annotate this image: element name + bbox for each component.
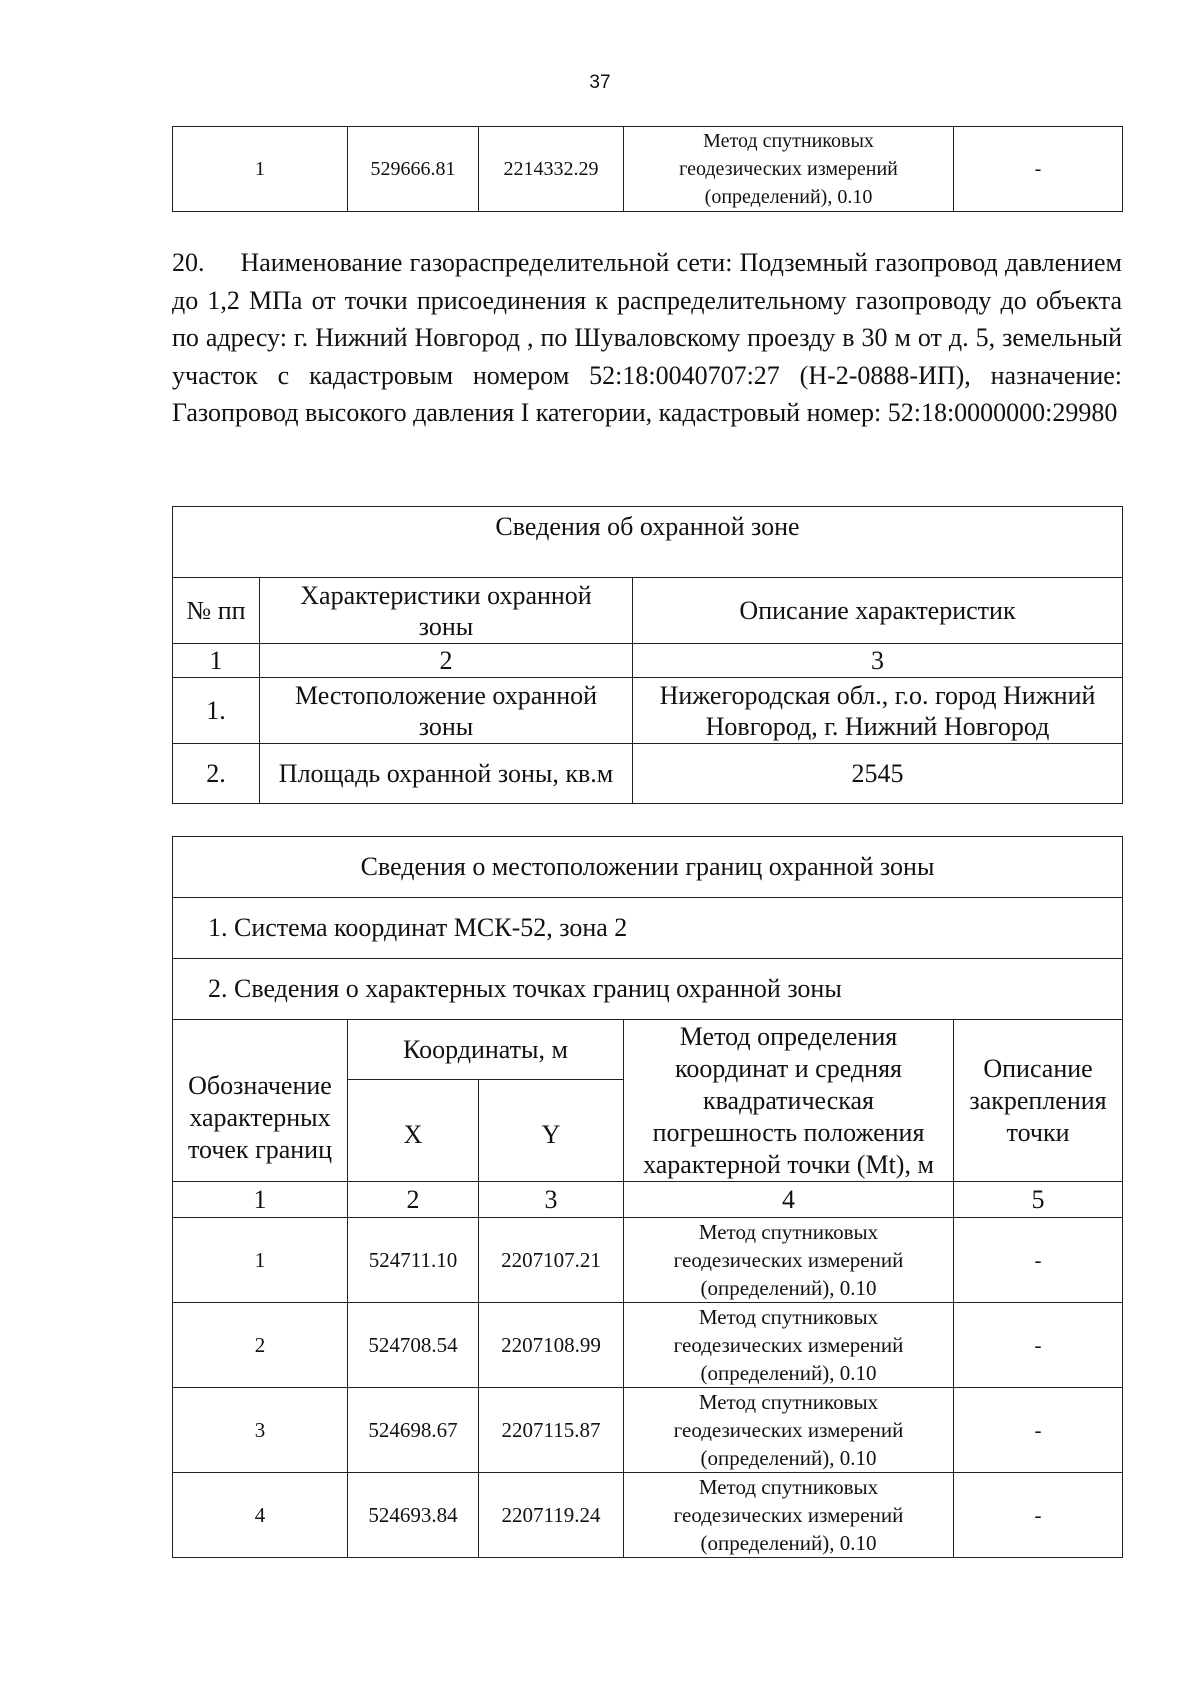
protection-zone-info-table: [172, 506, 1123, 804]
coordinates-continuation-table: [172, 126, 1123, 212]
coord-y: 2207119.24: [479, 1473, 624, 1558]
method-cell: Метод спутниковых геодезических измерений (определений), 0.10: [624, 1218, 954, 1303]
coord-y: 2207115.87: [479, 1388, 624, 1473]
table-title: Сведения о местоположении границ охранной зоны: [173, 837, 1123, 898]
row-description: 2545: [633, 744, 1123, 804]
fix-description: -: [954, 1218, 1123, 1303]
header-num: № пп: [173, 578, 260, 644]
table-row: [173, 1473, 1123, 1558]
table-row: [173, 744, 1123, 804]
method-cell: Метод спутниковых геодезических измерений (определений), 0.10: [624, 1388, 954, 1473]
table-header-row: [173, 578, 1123, 644]
row-description: Нижегородская обл., г.о. город Нижний Новгород, г. Нижний Новгород: [633, 678, 1123, 744]
column-numbers-row: 1 2 3: [173, 644, 1123, 678]
header-description: Описание характеристик: [633, 578, 1123, 644]
points-title: 2. Сведения о характерных точках границ охранной зоны: [173, 959, 1123, 1020]
header-coordinates: Координаты, м: [348, 1020, 624, 1080]
table-row: [173, 1388, 1123, 1473]
method-cell: Метод спутниковых геодезических измерений (определений), 0.10: [624, 1473, 954, 1558]
coordinate-system: 1. Система координат МСК-52, зона 2: [173, 898, 1123, 959]
row-characteristic: Местоположение охранной зоны: [260, 678, 633, 744]
coord-x: 529666.81: [348, 127, 479, 212]
header-fix: Описание закрепления точки: [954, 1020, 1123, 1182]
coord-y: 2214332.29: [479, 127, 624, 212]
point-designation: 3: [173, 1388, 348, 1473]
method-cell: Метод спутниковых геодезических измерений (определений), 0.10: [624, 1303, 954, 1388]
coord-y: 2207108.99: [479, 1303, 624, 1388]
fix-description: -: [954, 1303, 1123, 1388]
column-numbers-row: 1 2 3 4 5: [173, 1182, 1123, 1218]
table-row: [173, 678, 1123, 744]
header-x: X: [348, 1080, 479, 1182]
header-characteristics: Характеристики охранной зоны: [260, 578, 633, 644]
header-method: Метод определения координат и средняя квадратическая погрешность положения характерной точки (Mt), м: [624, 1020, 954, 1182]
zone-boundaries-table: [172, 836, 1123, 1558]
network-description-paragraph: 20. Наименование газораспределительной сети: Подземный газопровод давлением до 1,2 МПа от точки присоединения к распределительному газопроводу до объекта по адресу: г. Нижний Новгород , по Шуваловскому проезду в 30 м от д. 5, земельный участок с кадастровым номером 52:18:0040707:27 (Н-2-0888-ИП), назначение: Газопровод высокого давления I категории, кадастровый номер: 52:18:0000000:29980: [172, 248, 1122, 427]
fix-description: -: [954, 127, 1123, 212]
table-row: [173, 127, 1123, 212]
point-designation: 2: [173, 1303, 348, 1388]
coord-y: 2207107.21: [479, 1218, 624, 1303]
point-designation: 1: [173, 1218, 348, 1303]
table-title-row: [173, 837, 1123, 898]
coord-x: 524711.10: [348, 1218, 479, 1303]
method-cell: Метод спутниковых геодезических измерений (определений), 0.10: [624, 127, 954, 212]
header-designation: Обозначение характерных точек границ: [173, 1020, 348, 1182]
coord-x: 524708.54: [348, 1303, 479, 1388]
table-title-row: [173, 507, 1123, 578]
table-row: [173, 1218, 1123, 1303]
table-title: Сведения об охранной зоне: [173, 507, 1123, 578]
fix-description: -: [954, 1473, 1123, 1558]
table-header-row: [173, 1020, 1123, 1080]
point-designation: 4: [173, 1473, 348, 1558]
points-title-row: [173, 959, 1123, 1020]
header-y: Y: [479, 1080, 624, 1182]
row-characteristic: Площадь охранной зоны, кв.м: [260, 744, 633, 804]
coordinate-system-row: [173, 898, 1123, 959]
row-num: 2.: [173, 744, 260, 804]
point-designation: 1: [173, 127, 348, 212]
coord-x: 524698.67: [348, 1388, 479, 1473]
coord-x: 524693.84: [348, 1473, 479, 1558]
row-num: 1.: [173, 678, 260, 744]
table-row: [173, 1303, 1123, 1388]
fix-description: -: [954, 1388, 1123, 1473]
page-number: 37: [589, 72, 611, 93]
